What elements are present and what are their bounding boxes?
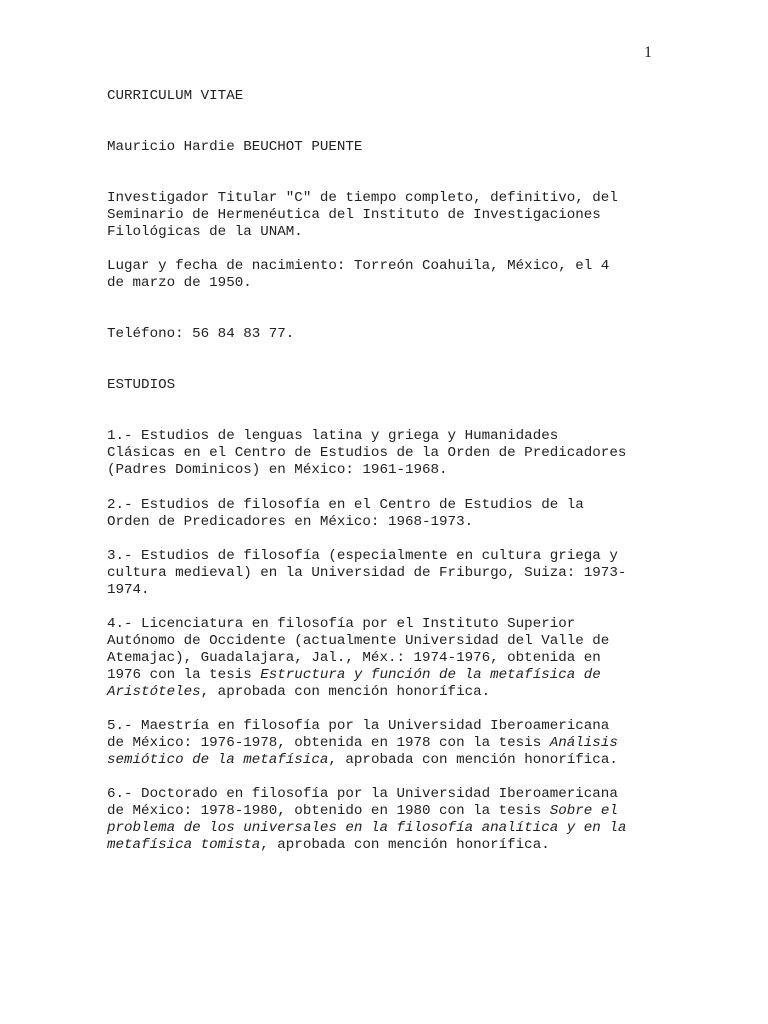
study-text: 6.- Doctorado en filosofía por la Universidad Iberoamericana (107, 786, 618, 802)
position-paragraph (107, 190, 667, 241)
study-item (107, 428, 667, 479)
study-text: 1974. (107, 582, 150, 598)
study-line (107, 667, 667, 684)
study-line (107, 548, 667, 565)
study-line (107, 445, 667, 462)
study-item (107, 786, 667, 854)
study-text: (Padres Dominicos) en México: 1961-1968. (107, 462, 448, 478)
study-line (107, 633, 667, 650)
study-text: Atemajac), Guadalajara, Jal., Méx.: 1974-1976, obtenida en (107, 650, 601, 666)
study-text: 1.- Estudios de lenguas latina y griega y Humanidades (107, 428, 559, 444)
thesis-title: Aristóteles (107, 684, 201, 700)
thesis-title: semiótico de la metafísica (107, 752, 329, 768)
study-line (107, 428, 667, 445)
birth-line: de marzo de 1950. (107, 275, 252, 291)
study-text: , aprobada con mención honorífica. (260, 837, 550, 853)
study-item (107, 548, 667, 599)
thesis-title: metafísica tomista (107, 837, 261, 853)
study-line (107, 803, 667, 820)
study-line (107, 462, 667, 479)
study-text: cultura medieval) en la Universidad de Friburgo, Suiza: 1973- (107, 565, 627, 581)
thesis-title: Estructura y función de la metafísica de (260, 667, 601, 683)
study-text: , aprobada con mención honorífica. (328, 752, 618, 768)
study-line (107, 497, 667, 514)
study-line (107, 786, 667, 803)
study-text: de México: 1976-1978, obtenida en 1978 con la tesis (107, 735, 550, 751)
study-line (107, 820, 667, 837)
position-line: Investigador Titular "C" de tiempo completo, definitivo, del (107, 190, 618, 206)
document-title: CURRICULUM VITAE (107, 88, 244, 104)
study-text: , aprobada con mención honorífica. (200, 684, 491, 700)
study-text: 5.- Maestría en filosofía por la Universidad Iberoamericana (107, 718, 610, 734)
study-text: Clásicas en el Centro de Estudios de la Orden de Predicadores (107, 445, 627, 461)
birth-paragraph (107, 258, 667, 292)
study-item (107, 718, 667, 769)
page-number: 1 (644, 44, 652, 61)
study-line (107, 752, 667, 769)
study-item (107, 616, 667, 701)
thesis-title: problema de los universales en la filosofía analítica y en la (107, 820, 627, 836)
study-text: Orden de Predicadores en México: 1968-1973. (107, 514, 474, 530)
study-text: 3.- Estudios de filosofía (especialmente en cultura griega y (107, 548, 618, 564)
thesis-title: Análisis (549, 735, 618, 751)
study-line (107, 565, 667, 582)
study-line (107, 582, 667, 599)
birth-line: Lugar y fecha de nacimiento: Torreón Coahuila, México, el 4 (107, 258, 610, 274)
position-line: Filológicas de la UNAM. (107, 224, 303, 240)
study-line (107, 718, 667, 735)
study-line (107, 837, 667, 854)
study-line (107, 650, 667, 667)
study-line (107, 514, 667, 531)
phone-line: Teléfono: 56 84 83 77. (107, 326, 295, 342)
study-item (107, 497, 667, 531)
person-name: Mauricio Hardie BEUCHOT PUENTE (107, 139, 363, 155)
study-text: Autónomo de Occidente (actualmente Universidad del Valle de (107, 633, 610, 649)
study-line (107, 616, 667, 633)
study-text: de México: 1978-1980, obtenido en 1980 con la tesis (107, 803, 550, 819)
study-text: 4.- Licenciatura en filosofía por el Instituto Superior (107, 616, 576, 632)
study-text: 2.- Estudios de filosofía en el Centro de Estudios de la (107, 497, 584, 513)
study-line (107, 735, 667, 752)
position-line: Seminario de Hermenéutica del Instituto de Investigaciones (107, 207, 601, 223)
thesis-title: Sobre el (549, 803, 618, 819)
study-text: 1976 con la tesis (107, 667, 261, 683)
study-line (107, 684, 667, 701)
section-heading-estudios: ESTUDIOS (107, 377, 176, 393)
